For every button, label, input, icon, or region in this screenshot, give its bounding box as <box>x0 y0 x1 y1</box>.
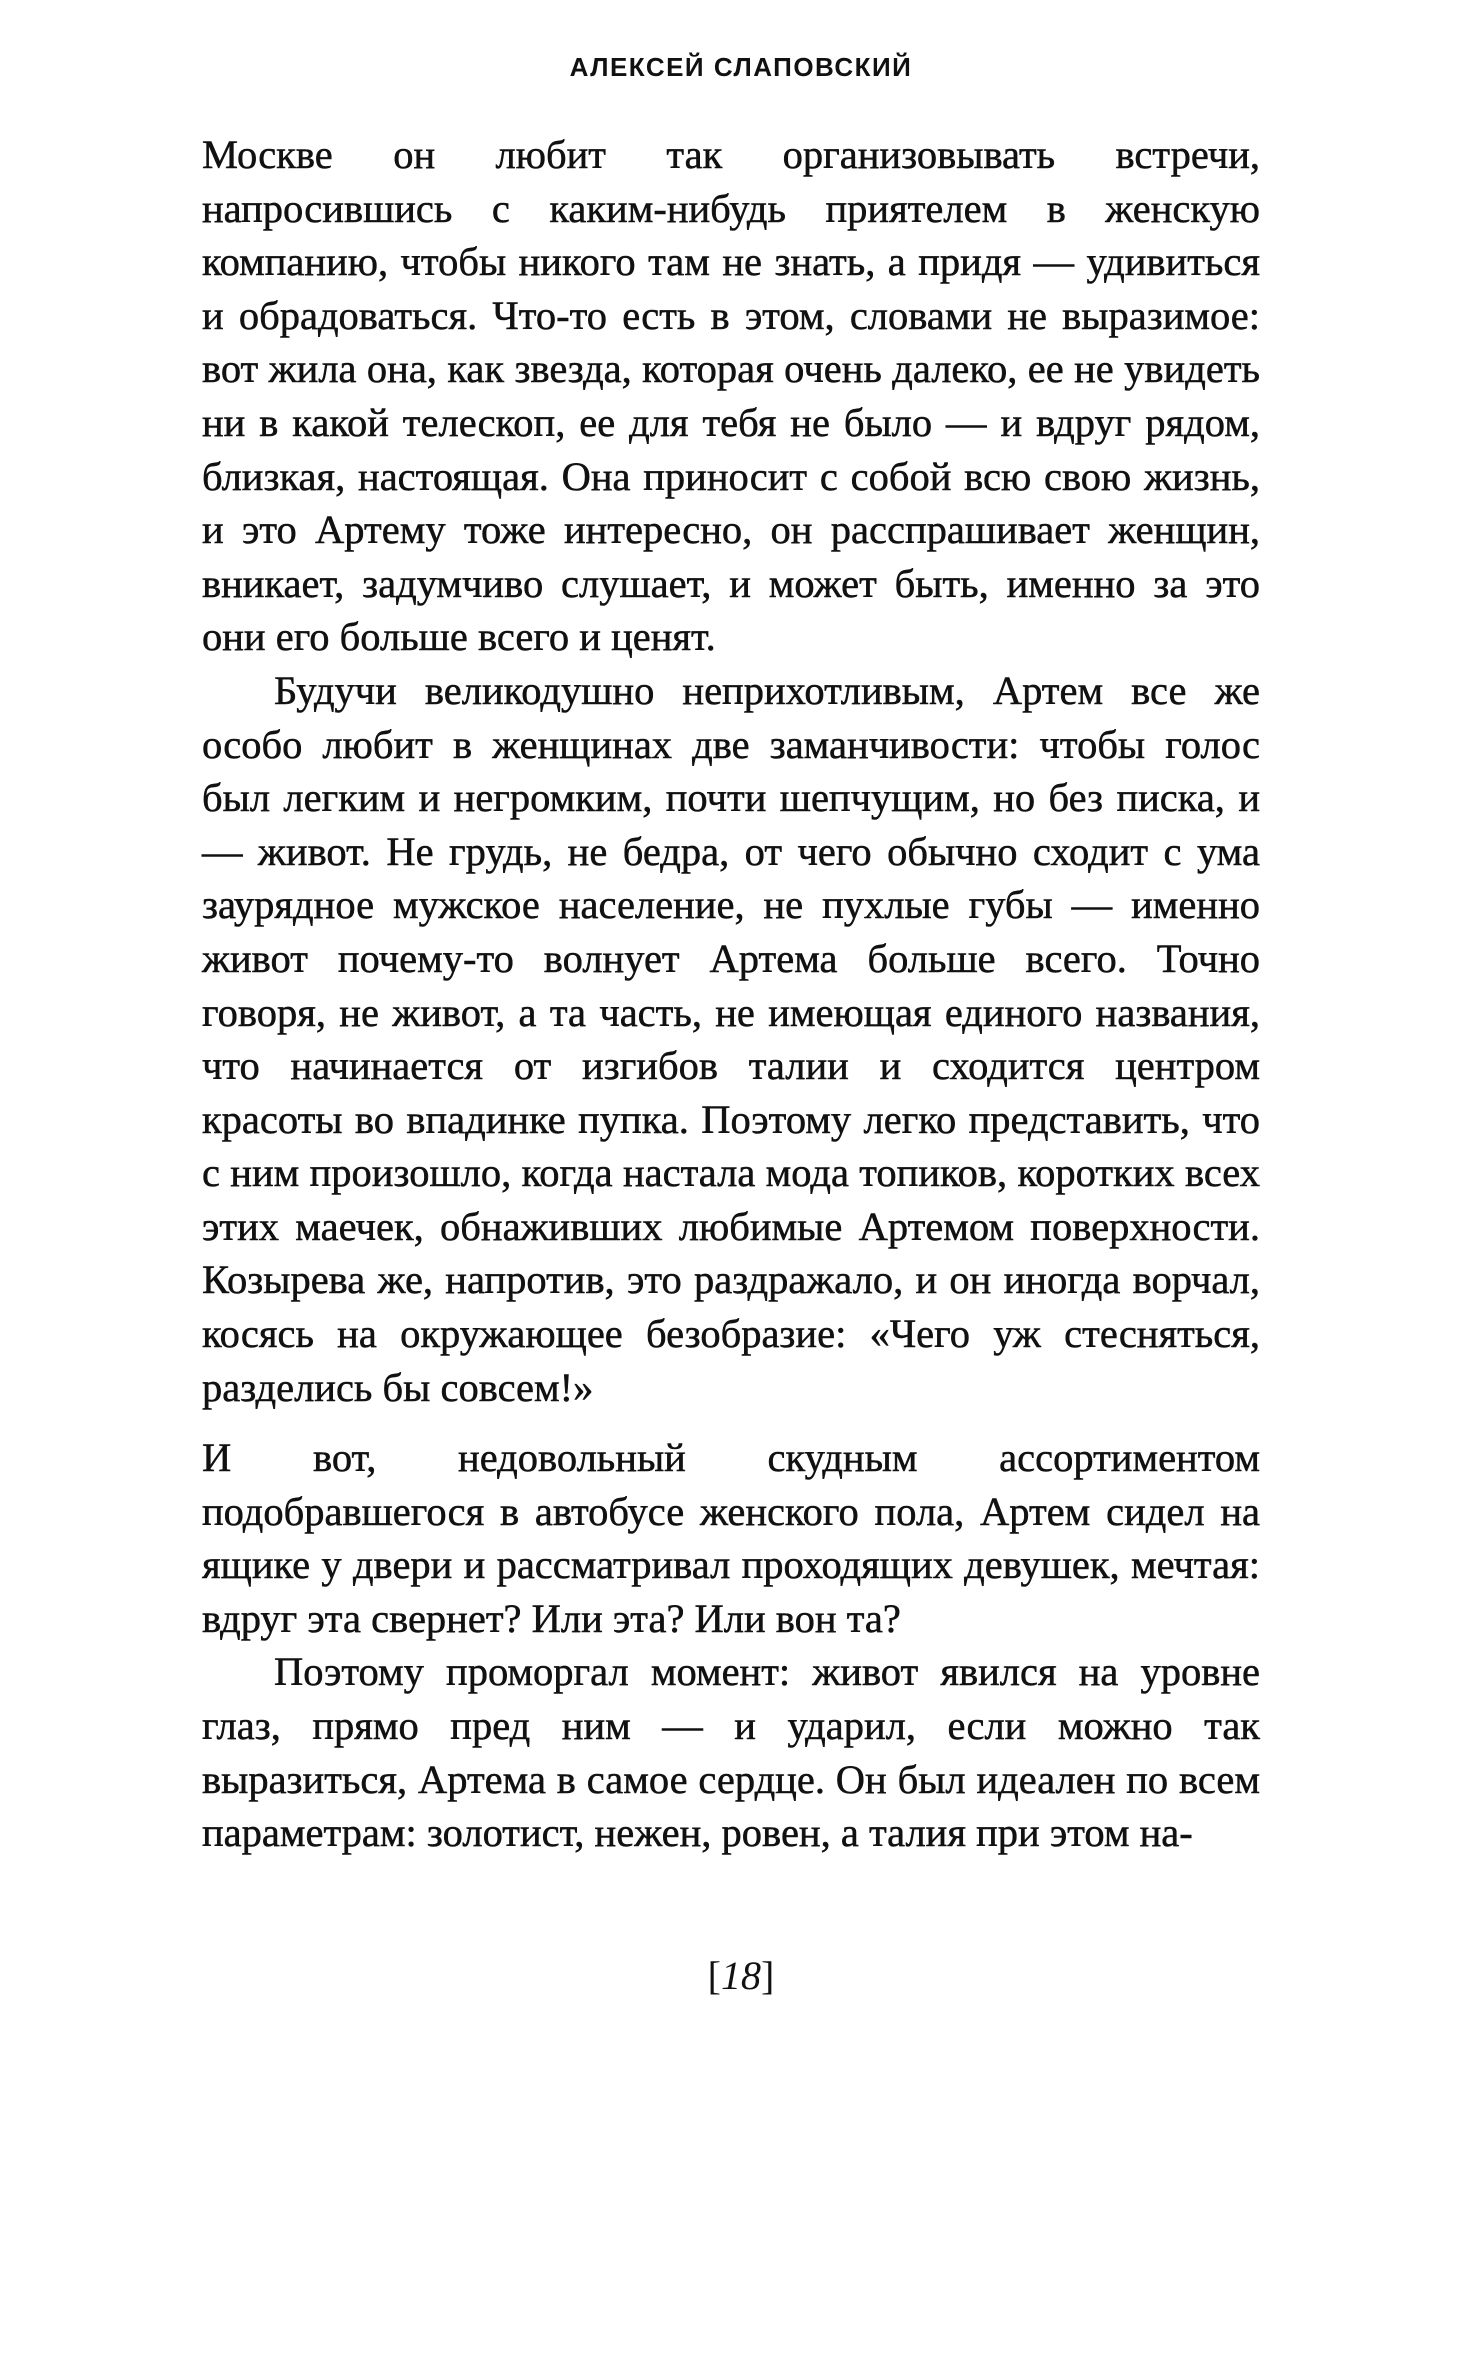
paragraph: Москве он любит так организовывать встречи, напросившись с каким-нибудь приятелем в женскую компанию, чтобы никого там не знать, а придя — удивиться и обрадоваться. Что-то есть в этом, словами не выразимое: вот жила она, как звезда, которая очень далеко, ее не увидеть ни в какой телескоп, ее для тебя не было — и вдруг рядом, близкая, настоящая. Она приносит с собой всю свою жизнь, и это Артему тоже интересно, он расспрашивает женщин, вникает, задумчиво слушает, и может быть, именно за это они его больше всего и ценят. <box>202 132 1260 660</box>
paragraph: Поэтому проморгал момент: живот явился на уровне глаз, прямо пред ним — и ударил, если можно так выразиться, Артема в самое сердце. Он был идеален по всем параметрам: золотист, нежен, ровен, а талия при этом на- <box>202 1649 1260 1856</box>
paragraph: Будучи великодушно неприхотливым, Артем все же особо любит в женщинах две заманчивости: чтобы голос был легким и негромким, почти шепчущим, но без писка, и — живот. Не грудь, не бедра, от чего обычно сходит с ума заурядное мужское население, не пухлые губы — именно живот почему-то волнует Артема больше всего. Точно говоря, не живот, а та часть, не имеющая единого названия, что начинается от изгибов талии и сходится центром красоты во впадинке пупка. Поэтому легко представить, что с ним произошло, когда настала мода топиков, коротких всех этих маечек, обнаживших любимые Артемом поверхности. Козырева же, напротив, это раздражало, и он иногда ворчал, косясь на окружающее безобразие: «Чего уж стесняться, разделись бы совсем!» <box>202 667 1260 1410</box>
text-section-1 <box>202 128 1260 1414</box>
page-number-bracket-close: ] <box>761 1953 775 1998</box>
text-section-2 <box>202 1431 1260 1860</box>
page-number-value: 18 <box>721 1953 761 1998</box>
running-head: АЛЕКСЕЙ СЛАПОВСКИЙ <box>569 52 913 82</box>
page-number-bracket-open: [ <box>707 1953 721 1998</box>
paragraph: И вот, недовольный скудным ассортиментом подобравшегося в автобусе женского пола, Артем сидел на ящике у двери и рассматривал проходящих девушек, мечтая: вдруг эта свернет? Или эта? Или вон та? <box>202 1435 1260 1641</box>
page-number <box>0 1952 1482 1999</box>
